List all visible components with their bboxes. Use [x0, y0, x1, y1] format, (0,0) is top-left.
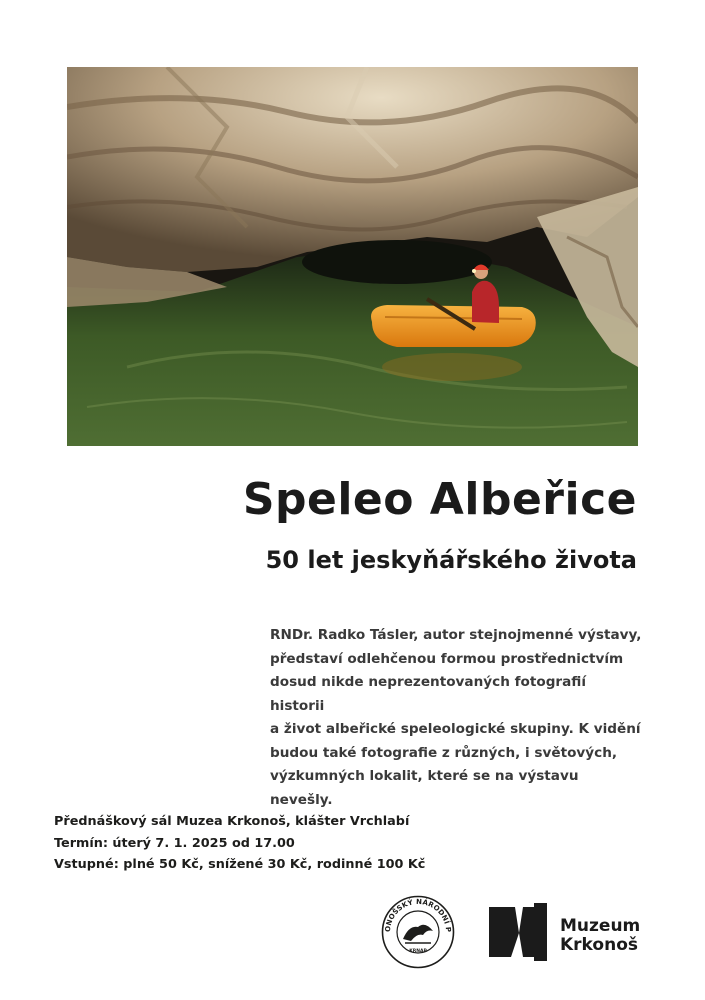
page-subtitle: 50 let jeskyňářského života: [265, 546, 637, 574]
event-info: [54, 811, 425, 876]
event-admission: Vstupné: plné 50 Kč, snížené 30 Kč, rodinné 100 Kč: [54, 857, 426, 872]
museum-krkonos-logo: [489, 903, 649, 961]
page-title: Speleo Albeřice: [242, 474, 637, 525]
event-description: RNDr. Radko Tásler, autor stejnojmenné výstavy, představí odlehčenou formou prostřednictvím dosud nikde neprezentovaných fotografií historii a život albeřické speleologické skupiny. K vidění budou také fotografie z různých, i světových, výzkumných lokalit, které se na výstavu nevešly.: [270, 627, 642, 808]
museum-mark-icon: [489, 903, 547, 961]
museum-name-line2: Krkonoš: [560, 935, 638, 955]
museum-name-line1: Muzeum: [560, 916, 641, 936]
svg-text:KRKONOŠSKÝ NÁRODNÍ PARK: [381, 895, 452, 932]
seal-mark: KRNAP: [409, 949, 427, 954]
cave-photo: [67, 67, 638, 446]
seal-text: ONOŠSKÝ NÁRODNÍ P: [383, 897, 453, 933]
krkonose-national-park-seal-icon: [381, 895, 455, 969]
museum-name: [560, 917, 640, 955]
event-venue: Přednáškový sál Muzea Krkonoš, klášter Vrchlabí: [54, 814, 410, 829]
event-date: Termín: úterý 7. 1. 2025 od 17.00: [54, 835, 295, 851]
cave-boat-photo-icon: [67, 67, 638, 446]
